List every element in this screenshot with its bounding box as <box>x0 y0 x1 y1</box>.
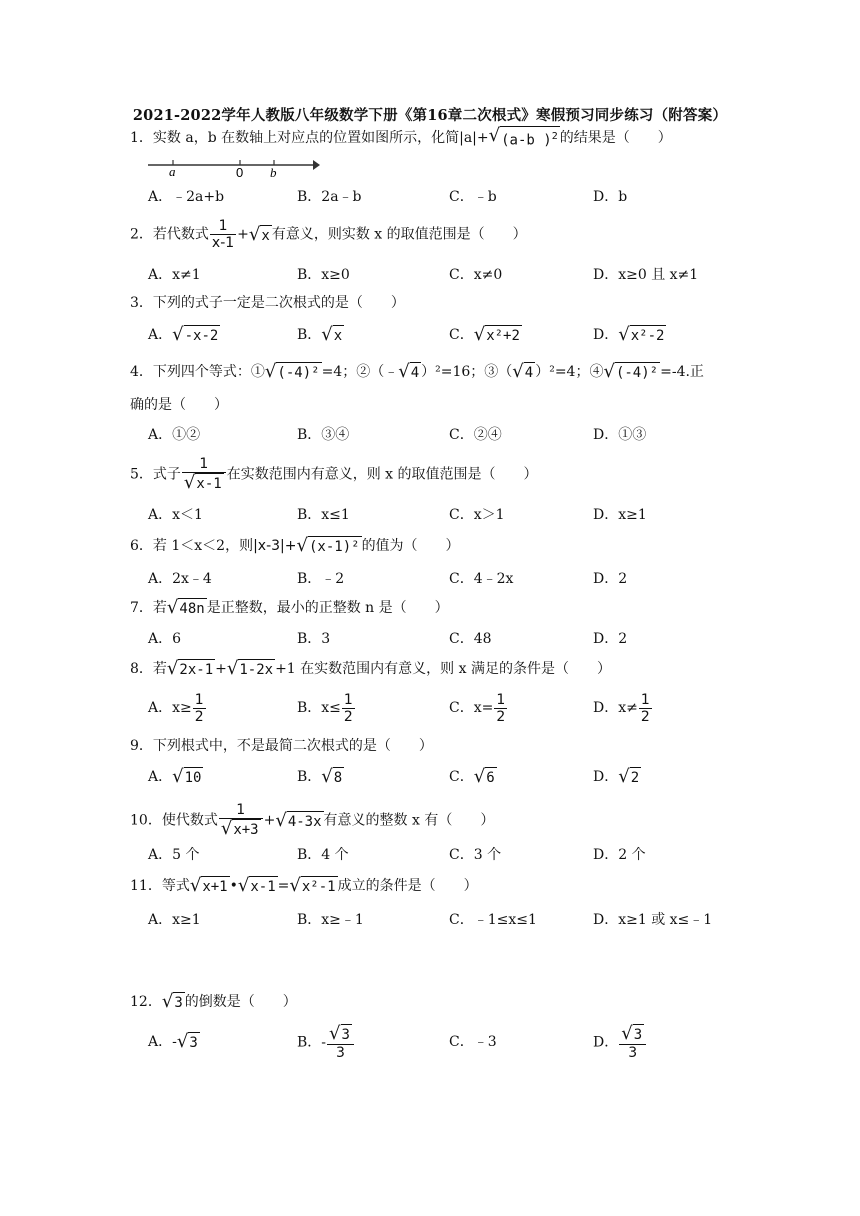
radicand: 3 <box>173 992 184 1012</box>
plus-sign: + <box>215 661 227 677</box>
radicand: x²-2 <box>630 325 667 345</box>
q4-option-c[interactable]: C．②④ <box>449 427 502 443</box>
q4-options <box>0 422 860 448</box>
question-6 <box>130 536 460 556</box>
radicand: x²-1 <box>301 876 338 896</box>
sqrt-expression: √ 2x-1 <box>166 658 214 679</box>
q8-options <box>0 690 860 726</box>
denominator: √ x-1 <box>182 472 226 493</box>
question-5 <box>130 456 538 493</box>
question-7 <box>130 598 449 618</box>
radicand: 3 <box>188 1032 199 1052</box>
radicand: (a-b ) <box>501 132 552 149</box>
fraction <box>193 692 206 725</box>
numerator: 1 <box>343 691 353 708</box>
q5-after: 在实数范围内有意义，则 x 的取值范围是（ ） <box>226 466 538 483</box>
sqrt-expression: √ (x-1)² <box>296 535 360 556</box>
option-label: D． <box>593 327 619 343</box>
sqrt-expression: √ 4 <box>398 361 420 382</box>
q1-option-a[interactable]: A．﹣2a+b <box>148 189 225 205</box>
q3-option-b[interactable] <box>297 322 344 348</box>
radicand: x+3 <box>232 819 260 839</box>
q8-option-d[interactable] <box>593 690 653 726</box>
page-title: 2021-2022学年人教版八年级数学下册《第16章二次根式》寒假预习同步练习（附答案） <box>132 107 728 124</box>
radicand: (-4)² <box>615 362 660 382</box>
q7-pre: 7．若 <box>130 600 167 616</box>
q11-after: 成立的条件是（ ） <box>337 878 478 894</box>
q1-option-b[interactable]: B．2a﹣b <box>297 189 362 205</box>
question-1 <box>130 126 672 150</box>
equals-sign: = <box>277 878 290 894</box>
q4-eq3: ）²=4；④ <box>535 364 604 380</box>
q9-options <box>0 764 860 790</box>
sqrt-expression: √ x²-1 <box>289 875 336 896</box>
q4-option-b[interactable]: B．③④ <box>297 427 350 443</box>
q11-options <box>0 907 860 933</box>
denominator: 2 <box>496 708 506 725</box>
denominator: 2 <box>640 708 650 725</box>
q10-option-b[interactable]: B．4 个 <box>297 847 349 863</box>
option-label: D． <box>593 1034 619 1051</box>
q10-option-a[interactable]: A．5 个 <box>148 847 200 863</box>
radicand: 48n <box>178 598 206 618</box>
option-label: A． <box>148 1034 173 1050</box>
q6-option-c[interactable]: C．4﹣2x <box>449 571 514 587</box>
radicand: -x-2 <box>184 325 221 345</box>
radicand: 10 <box>184 767 204 787</box>
q7-option-d[interactable]: D．2 <box>593 631 628 647</box>
fraction <box>327 1024 354 1061</box>
q8-pre: 8．若 <box>130 661 167 677</box>
sqrt-expression: √ 3 <box>176 1031 198 1052</box>
numerator: √ 3 <box>621 1023 643 1044</box>
q10-option-c[interactable]: C．3 个 <box>449 847 502 863</box>
q9-option-b[interactable] <box>297 764 344 790</box>
q4-line2: 确的是（ ） <box>130 397 228 413</box>
numerator: 1 <box>236 802 246 818</box>
plus-sign: + <box>263 812 276 829</box>
radicand: 1-2x <box>238 659 275 679</box>
question-4 <box>130 362 704 382</box>
q4-eq1: =4；②（﹣ <box>321 364 399 380</box>
sqrt-expression: √ 10 <box>172 766 202 787</box>
option-label: B． <box>297 1034 322 1051</box>
denominator: 2 <box>343 708 353 725</box>
numerator: 1 <box>218 218 228 234</box>
sqrt-expression: √ 2 <box>618 766 640 787</box>
denominator: 2 <box>194 708 204 725</box>
q1-option-c[interactable]: C．﹣b <box>449 189 497 205</box>
q11-pre: 11．等式 <box>130 878 190 894</box>
radicand: 2x-1 <box>178 659 215 679</box>
q11-option-d[interactable]: D．x≥1 或 x≤﹣1 <box>593 912 713 928</box>
q4-option-d[interactable]: D．①③ <box>593 427 647 443</box>
option-label: D．x≠ <box>593 700 638 716</box>
denominator: √ x+3 <box>219 818 263 839</box>
numerator: 1 <box>496 691 506 708</box>
radicand: 4-3x <box>287 811 324 831</box>
sqrt-expression: √ -x-2 <box>172 324 219 345</box>
q7-option-c[interactable]: C．48 <box>449 631 492 647</box>
radicand: x-1 <box>249 876 277 896</box>
q2-after: 有意义，则实数 x 的取值范围是（ ） <box>271 226 527 243</box>
q11-option-a[interactable]: A．x≥1 <box>148 912 201 928</box>
minus-sign: - <box>321 1034 327 1051</box>
q7-after: 是正整数，最小的正整数 n 是（ ） <box>206 600 449 616</box>
denominator: 3 <box>327 1044 354 1061</box>
sqrt-expression: √ x+1 <box>189 875 228 896</box>
q2-option-a[interactable]: A．x≠1 <box>148 267 201 283</box>
sqrt-expression: √ 3 <box>161 991 183 1012</box>
q12-pre: 12． <box>130 994 162 1010</box>
q8-option-a[interactable] <box>148 690 207 726</box>
plus-sign: + <box>237 226 249 243</box>
q12-options <box>0 1024 860 1064</box>
option-label: C． <box>449 769 474 785</box>
q10-pre: 10．使代数式 <box>130 812 218 829</box>
q6-after: 的值为（ ） <box>361 538 460 554</box>
q4-eq2: ）²=16；③（ <box>421 364 513 380</box>
q9-option-a[interactable] <box>148 764 203 790</box>
label-b: b <box>270 165 277 180</box>
numerator: 1 <box>199 456 209 472</box>
q11-option-c[interactable]: C．﹣1≤x≤1 <box>449 912 537 928</box>
fraction <box>182 456 226 493</box>
sqrt-expression: √ (a-b )$^2$ <box>488 125 558 149</box>
q2-pre: 2．若代数式 <box>130 226 209 243</box>
numerator: 1 <box>640 691 650 708</box>
question-11 <box>130 876 478 896</box>
sqrt-expression: √ 4 <box>512 361 534 382</box>
radicand: x-1 <box>195 473 223 493</box>
question-12 <box>130 992 297 1012</box>
sqrt-expression: √ 1-2x <box>226 658 274 679</box>
q8-option-b[interactable] <box>297 690 356 726</box>
q4-option-a[interactable]: A．①② <box>148 427 201 443</box>
q2-option-c[interactable]: C．x≠0 <box>449 267 503 283</box>
label-0: 0 <box>236 165 244 180</box>
q1-text: 1．实数 a，b 在数轴上对应点的位置如图所示，化简|a|+ <box>130 129 489 146</box>
option-label: D． <box>593 769 619 785</box>
q3-option-d[interactable] <box>593 322 666 348</box>
radicand: 2 <box>630 767 641 787</box>
q5-option-d[interactable]: D．x≥1 <box>593 507 647 523</box>
label-a: a <box>169 164 176 179</box>
radicand: x+1 <box>201 876 229 896</box>
fraction <box>342 692 355 725</box>
dot-operator: • <box>229 878 238 894</box>
q2-options <box>0 262 860 288</box>
sqrt-expression: √ x²+2 <box>473 324 520 345</box>
sqrt-expression: √ x <box>248 223 270 245</box>
q5-option-a[interactable]: A．x＜1 <box>148 507 203 523</box>
q9-option-d[interactable] <box>593 764 641 790</box>
q10-option-d[interactable]: D．2 个 <box>593 847 646 863</box>
radicand: x <box>333 325 344 345</box>
sqrt-expression: √ x-1 <box>237 875 276 896</box>
q6-option-a[interactable]: A．2x﹣4 <box>148 571 212 587</box>
q5-pre: 5．式子 <box>130 466 181 483</box>
q7-option-a[interactable]: A．6 <box>148 631 182 647</box>
radicand: x²+2 <box>485 325 522 345</box>
axis-arrow <box>313 160 320 170</box>
fraction <box>494 692 507 725</box>
sqrt-expression: √ x²-2 <box>618 324 665 345</box>
radicand: 8 <box>333 767 344 787</box>
q6-pre: 6．若 1＜x＜2，则 <box>130 538 254 554</box>
option-label: A． <box>148 327 173 343</box>
q3-option-c[interactable] <box>449 322 522 348</box>
q7-option-b[interactable]: B．3 <box>297 631 331 647</box>
option-label: C．x= <box>449 700 494 716</box>
q12-option-c[interactable]: C．﹣3 <box>449 1034 497 1050</box>
sqrt-expression: √ (-4)² <box>603 361 659 382</box>
numerator: √ 3 <box>329 1023 350 1044</box>
q1-after: 的结果是（ ） <box>559 129 672 146</box>
q6-option-b[interactable]: B．﹣2 <box>297 571 345 587</box>
q8-option-c[interactable] <box>449 690 508 726</box>
q3-option-a[interactable] <box>148 322 220 348</box>
option-label: B．x≤ <box>297 700 341 716</box>
question-3: 3．下列的式子一定是二次根式的是（ ） <box>130 295 405 311</box>
fraction <box>210 218 236 251</box>
radicand: 6 <box>485 767 496 787</box>
radicand: (x-1)² <box>308 536 362 556</box>
sqrt-expression: √ 4-3x <box>275 809 322 831</box>
q6-option-d[interactable]: D．2 <box>593 571 628 587</box>
question-9: 9．下列根式中，不是最简二次根式的是（ ） <box>130 738 433 754</box>
numerator: 1 <box>194 691 204 708</box>
q8-after: +1 在实数范围内有意义，则 x 满足的条件是（ ） <box>275 661 611 677</box>
sqrt-expression: √ 48n <box>166 597 205 618</box>
fraction <box>639 692 652 725</box>
question-2 <box>130 218 527 251</box>
question-8 <box>130 659 611 679</box>
q6-options <box>0 566 860 592</box>
radicand: 4 <box>410 362 421 382</box>
fraction <box>219 802 263 839</box>
minus-sign: - <box>172 1034 177 1050</box>
fraction <box>619 1024 646 1061</box>
q9-option-c[interactable] <box>449 764 497 790</box>
radicand: (-4)² <box>276 362 321 382</box>
number-line <box>148 150 320 180</box>
q5-option-b[interactable]: B．x≤1 <box>297 507 350 523</box>
radicand: 4 <box>524 362 535 382</box>
q12-option-b[interactable] <box>297 1024 355 1061</box>
question-10 <box>130 802 494 839</box>
option-label: A．x≥ <box>148 700 192 716</box>
q3-options <box>0 322 860 348</box>
q4-eq4: =-4.正 <box>660 364 704 380</box>
q10-after: 有意义的整数 x 有（ ） <box>323 812 495 829</box>
option-label: C． <box>449 327 474 343</box>
radicand: 3 <box>341 1024 352 1044</box>
denominator: x-1 <box>211 235 235 251</box>
q10-options <box>0 842 860 868</box>
denominator: 3 <box>619 1044 646 1061</box>
q2-option-b[interactable]: B．x≥0 <box>297 267 350 283</box>
q11-option-b[interactable]: B．x≥﹣1 <box>297 912 364 928</box>
absolute-value: |x-3|+ <box>253 538 297 554</box>
radicand: 3 <box>633 1024 644 1044</box>
q5-options <box>0 502 860 528</box>
sqrt-expression: √ 6 <box>473 766 495 787</box>
option-label: B． <box>297 769 322 785</box>
option-label: B． <box>297 327 322 343</box>
q1-options <box>0 184 860 210</box>
sqrt-expression: √ x <box>321 324 343 345</box>
q1-option-d[interactable]: D．b <box>593 189 628 205</box>
q12-option-d[interactable] <box>593 1024 647 1061</box>
sqrt-expression: √ 8 <box>321 766 343 787</box>
q12-option-a[interactable] <box>148 1024 200 1060</box>
q5-option-c[interactable]: C．x＞1 <box>449 507 505 523</box>
q12-after: 的倒数是（ ） <box>184 994 297 1010</box>
q7-options <box>0 626 860 652</box>
radicand: x <box>260 225 271 245</box>
q4-text: 4．下列四个等式：① <box>130 364 265 380</box>
option-label: A． <box>148 769 173 785</box>
sqrt-expression: √ (-4)² <box>264 361 320 382</box>
q2-option-d[interactable]: D．x≥0 且 x≠1 <box>593 267 699 283</box>
